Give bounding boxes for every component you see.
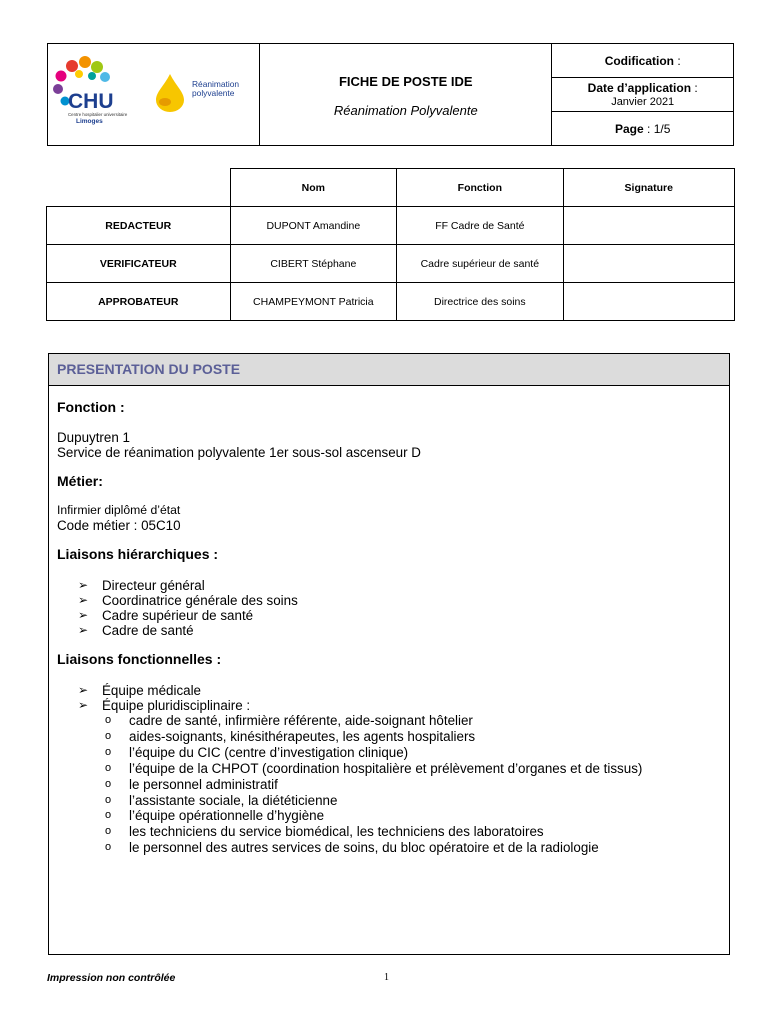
fonction-cell: Directrice des soins — [397, 283, 563, 321]
column-header-fonction: Fonction — [397, 169, 563, 207]
svg-text:polyvalente: polyvalente — [192, 88, 235, 98]
list-item-label: l’équipe de la CHPOT (coordination hospitalière et prélèvement d’organes et de tissus) — [129, 760, 643, 776]
list-item-label: Équipe médicale — [102, 683, 202, 698]
list-item — [78, 578, 729, 593]
circle-bullet-icon: o — [105, 841, 112, 854]
fonction-title: Fonction : — [57, 399, 125, 415]
equipe-pluridisciplinaire-list — [57, 713, 729, 856]
footer-print-notice: Impression non contrôlée — [47, 972, 176, 984]
circle-bullet-icon: o — [105, 777, 112, 790]
approval-table — [46, 168, 735, 321]
arrow-bullet-icon: ➢ — [78, 623, 89, 637]
list-item-label: Coordinatrice générale des soins — [102, 593, 298, 608]
list-item — [78, 593, 729, 608]
svg-text:Réanimation: Réanimation — [192, 79, 240, 89]
column-header-nom: Nom — [230, 169, 397, 207]
nom-cell: CHAMPEYMONT Patricia — [230, 283, 397, 321]
list-item — [105, 793, 729, 809]
circle-bullet-icon: o — [105, 793, 112, 806]
list-item-label: Cadre de santé — [102, 623, 194, 638]
list-item-label: le personnel des autres services de soins, du bloc opératoire et de la radiologie — [129, 840, 599, 856]
document-header — [47, 43, 734, 146]
page-value: : 1/5 — [643, 121, 671, 136]
codification-cell — [552, 44, 734, 78]
list-item — [105, 808, 729, 824]
table-row — [47, 283, 735, 321]
list-item-label: l’assistante sociale, la diététicienne — [129, 792, 338, 808]
column-header-signature: Signature — [563, 169, 734, 207]
list-item-label: les techniciens du service biomédical, les techniciens des laboratoires — [129, 824, 544, 840]
circle-bullet-icon: o — [105, 761, 112, 774]
list-item — [78, 623, 729, 638]
presentation-box — [48, 353, 730, 955]
date-separator: : — [691, 81, 698, 95]
table-row — [47, 245, 735, 283]
date-label: Date d’application — [587, 81, 692, 95]
liaisons-hierarchiques-title: Liaisons hiérarchiques : — [57, 546, 219, 562]
table-row — [47, 207, 735, 245]
empty-corner-cell — [47, 169, 231, 207]
list-item — [78, 698, 729, 713]
list-item — [78, 608, 729, 623]
metier-line: Code métier : 05C10 — [57, 518, 181, 533]
circle-bullet-icon: o — [105, 809, 112, 822]
liaisons-fonctionnelles-list — [57, 683, 729, 713]
role-cell: REDACTEUR — [47, 207, 231, 245]
list-item-label: Cadre supérieur de santé — [102, 608, 254, 623]
list-item — [78, 683, 729, 698]
svg-text:Limoges: Limoges — [76, 118, 103, 125]
codification-label: Codification — [604, 53, 675, 68]
list-item — [105, 745, 729, 761]
document-title: FICHE DE POSTE IDE — [338, 73, 473, 89]
fonction-cell: FF Cadre de Santé — [397, 207, 563, 245]
list-item — [105, 840, 729, 856]
reanimation-logo — [152, 72, 250, 112]
nom-cell: DUPONT Amandine — [230, 207, 397, 245]
circle-bullet-icon: o — [105, 729, 112, 742]
metier-title: Métier: — [57, 473, 103, 489]
section-header: PRESENTATION DU POSTE — [49, 354, 729, 386]
signature-cell — [563, 283, 734, 321]
nom-cell: CIBERT Stéphane — [230, 245, 397, 283]
circle-bullet-icon: o — [105, 714, 112, 726]
list-item — [105, 777, 729, 793]
date-cell — [552, 78, 734, 112]
list-item-label: Équipe pluridisciplinaire : — [102, 698, 251, 713]
list-item-label: l’équipe opérationnelle d’hygiène — [129, 808, 325, 824]
arrow-bullet-icon: ➢ — [78, 593, 89, 607]
role-cell: VERIFICATEUR — [47, 245, 231, 283]
fonction-cell: Cadre supérieur de santé — [397, 245, 563, 283]
document-subtitle: Réanimation Polyvalente — [333, 102, 478, 118]
list-item — [105, 761, 729, 777]
signature-cell — [563, 207, 734, 245]
list-item — [105, 729, 729, 745]
arrow-bullet-icon: ➢ — [78, 698, 89, 712]
list-item-label: aides-soignants, kinésithérapeutes, les agents hospitaliers — [129, 728, 476, 744]
list-item — [105, 713, 729, 729]
fonction-line: Dupuytren 1 — [57, 430, 130, 445]
list-item — [105, 824, 729, 840]
approval-header-row — [47, 169, 735, 207]
presentation-content — [49, 386, 729, 856]
date-value: Janvier 2021 — [611, 96, 675, 108]
metier-line: Infirmier diplômé d’état — [57, 503, 181, 517]
fonction-line: Service de réanimation polyvalente 1er sous-sol ascenseur D — [57, 445, 421, 460]
list-item-label: le personnel administratif — [129, 776, 278, 792]
list-item-label: Directeur général — [102, 578, 205, 593]
liaisons-hierarchiques-list — [57, 578, 729, 638]
arrow-bullet-icon: ➢ — [78, 578, 89, 592]
arrow-bullet-icon: ➢ — [78, 683, 89, 697]
liaisons-fonctionnelles-title: Liaisons fonctionnelles : — [57, 651, 222, 667]
list-item-label: l’équipe du CIC (centre d’investigation clinique) — [129, 744, 409, 760]
list-item-label: cadre de santé, infirmière référente, aide-soignant hôtelier — [129, 713, 473, 728]
svg-text:Centre hospitalier universitai: Centre hospitalier universitaire — [68, 112, 128, 117]
codification-separator: : — [674, 53, 681, 68]
title-cell — [260, 44, 552, 146]
circle-bullet-icon: o — [105, 825, 112, 838]
chu-logo — [52, 54, 132, 134]
page-label: Page — [615, 121, 644, 136]
role-cell: APPROBATEUR — [47, 283, 231, 321]
logos-cell — [48, 44, 260, 146]
footer-page-number: 1 — [384, 972, 389, 983]
arrow-bullet-icon: ➢ — [78, 608, 89, 622]
svg-text:CHU: CHU — [68, 90, 114, 113]
page-cell — [552, 112, 734, 146]
circle-bullet-icon: o — [105, 745, 112, 758]
signature-cell — [563, 245, 734, 283]
